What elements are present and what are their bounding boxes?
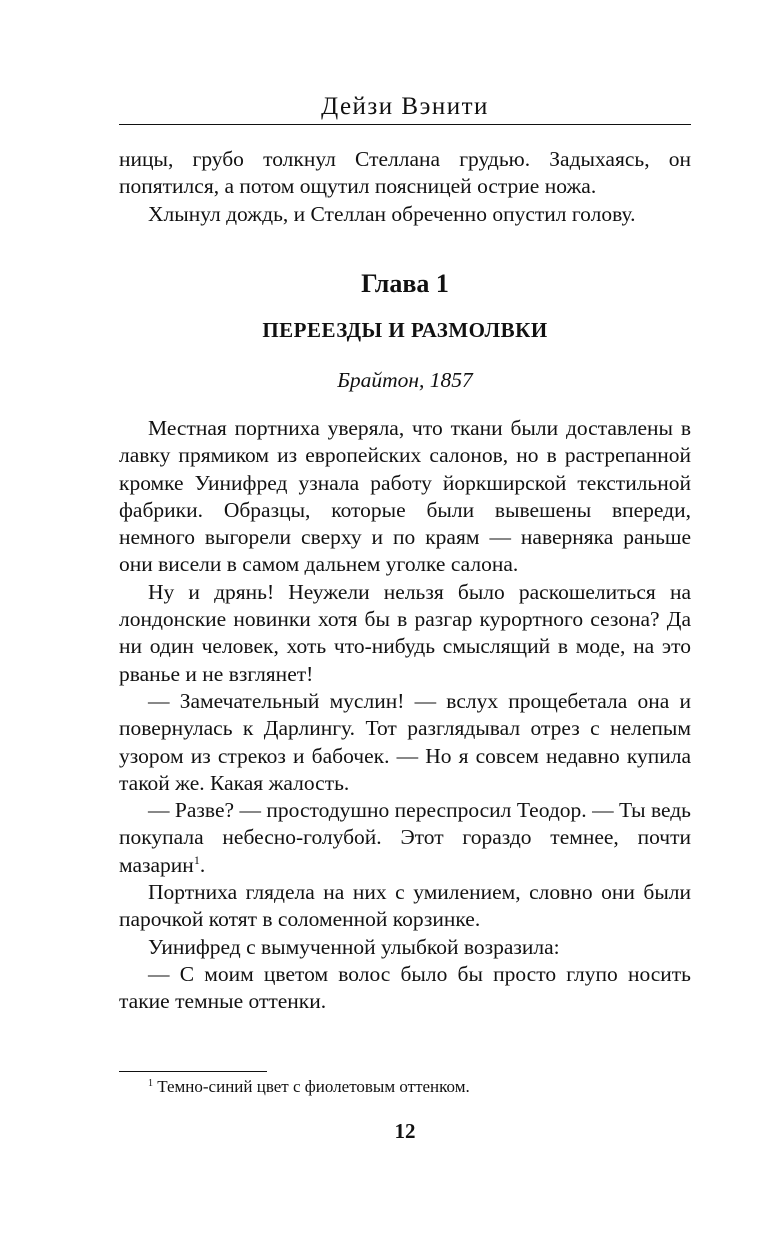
previous-chapter-ending <box>119 146 691 228</box>
place-date-line: Брайтон, 1857 <box>337 368 473 392</box>
footnote-marker: 1 <box>148 1078 153 1089</box>
closing-paragraph: Хлынул дождь, и Стеллан обреченно опустил голову. <box>148 201 636 226</box>
running-head: Дейзи Вэнити <box>321 93 489 120</box>
page-number: 12 <box>394 1119 416 1143</box>
header-rule <box>119 124 691 125</box>
chapter-subtitle: ПЕРЕЕЗДЫ И РАЗМОЛВКИ <box>262 318 548 342</box>
chapter-title: Глава 1 <box>361 269 449 298</box>
paragraph-text: — Разве? — простодушно переспросил Теодор. — Ты ведь покупала небесно-голубой. Этот гораздо темнее, почти мазарин <box>119 798 691 877</box>
body-paragraph: Ну и дрянь! Неужели нельзя было раскошелиться на лондонские новинки хотя бы в разгар курортного сезона? Да ни один человек, хоть что-нибудь смыслящий в моде, на это рванье и не взглянет! <box>119 579 691 686</box>
body-paragraph: — С моим цветом волос было бы просто глупо носить такие темные оттенки. <box>119 961 691 1014</box>
body-paragraph: — Замечательный муслин! — вслух прощебетала она и повернулась к Дарлингу. Тот разглядывал отрез с нелепым узором из стрекоз и бабочек. — Но я совсем недавно купила такой же. Какая жалость. <box>119 688 691 795</box>
paragraph-end-punctuation: . <box>199 852 206 877</box>
body-paragraph: Уинифред с вымученной улыбкой возразила: <box>148 934 560 959</box>
chapter-body <box>119 415 691 1016</box>
body-paragraph-with-footnote <box>119 797 691 879</box>
body-paragraph: Портниха глядела на них с умилением, словно они были парочкой котят в соломенной корзинке. <box>119 880 691 932</box>
footnote-reference[interactable]: 1 <box>193 852 200 867</box>
footnote-text: Темно-синий цвет с фиолетовым оттенком. <box>157 1077 470 1096</box>
footnote <box>148 1075 470 1099</box>
book-page <box>119 0 691 1241</box>
footnote-rule <box>119 1071 267 1072</box>
body-paragraph: Местная портниха уверяла, что ткани были доставлены в лавку прямиком из европейских салонов, но в растрепанной кромке Уинифред узнала работу йоркширской текстильной фабрики. Образцы, которые были вывешены впереди, немного выгорели сверху и по краям — наверняка раньше они висели в самом дальнем уголке салона. <box>119 416 691 577</box>
continuation-paragraph: ницы, грубо толкнул Стеллана грудью. Задыхаясь, он попятился, а потом ощутил поясницей острие ножа. <box>119 147 691 199</box>
